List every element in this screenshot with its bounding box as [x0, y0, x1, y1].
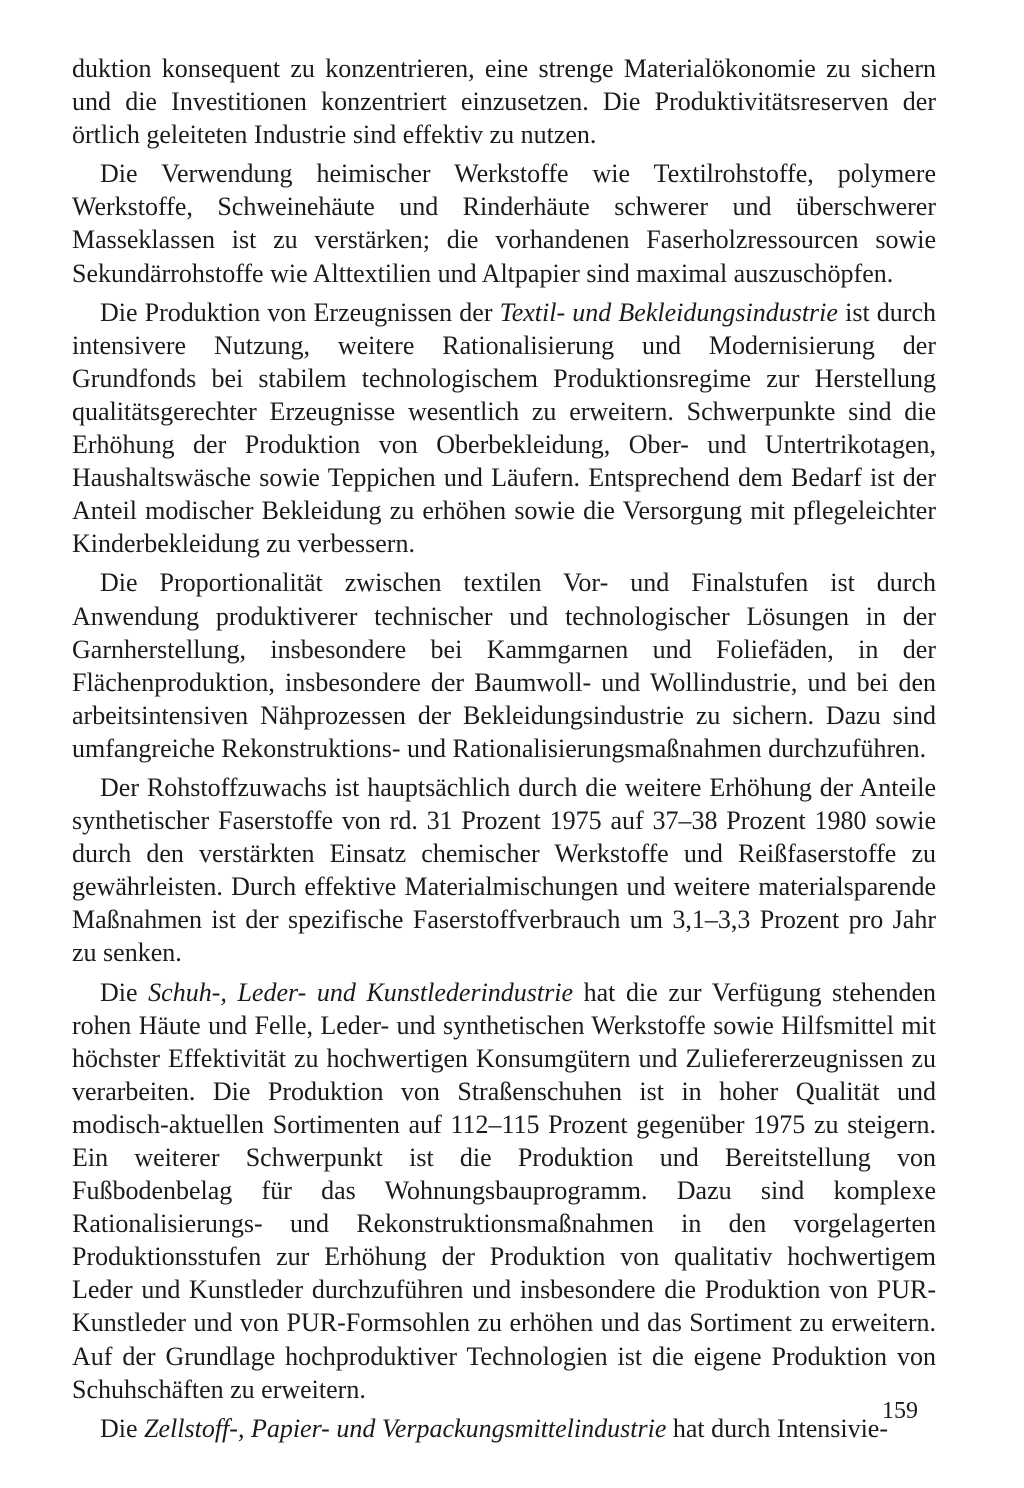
paragraph-6-text-rest: hat die zur Verfügung stehenden rohen Häute und Felle, Leder- und synthetischen Werkstoffe sowie Hilfsmittel mit höchster Effektivität zu hochwertigen Konsumgütern und Zuliefererzeugnissen zu verarbeiten. Die Produktion von Straßenschuhen ist in hoher Qualität und modisch-aktuellen Sortimenten auf 112–115 Prozent gegenüber 1975 zu steigern. Ein weiterer Schwerpunkt ist die Produktion und Bereitstellung von Fußbodenbelag für das Wohnungsbauprogramm. Dazu sind komplexe Rationalisierungs- und Rekonstruktionsmaßnahmen in den vorgelagerten Produktionsstufen zur Erhöhung der Produktion von qualitativ hochwertigem Leder und Kunstleder durchzuführen und insbesondere die Produktion von PUR-Kunstleder und von PUR-Formsohlen zu erhöhen und das Sortiment zu erweitern. Auf der Grundlage hochproduktiver Technologien ist die eigene Produktion von Schuhschäften zu erweitern.	[72, 977, 937, 1404]
paragraph-1-text: duktion konsequent zu konzentrieren, eine strenge Materialökonomie zu sichern und die Investitionen konzentriert einzusetzen. Die Produktivitätsreserven der örtlich geleiteten Industrie sind effektiv zu nutzen.	[72, 54, 936, 150]
page-number: 159	[882, 1398, 918, 1424]
document-body	[72, 52, 936, 1451]
industry-heading-leather: Schuh-, Leder- und Kunstlederindustrie	[148, 977, 574, 1007]
paragraph-6-text-start: Die	[100, 977, 149, 1007]
paragraph-3-text-rest: ist durch intensivere Nutzung, weitere Rationalisierung und Modernisierung der Grundfonds bei stabilem technologischem Produktionsregime zur Herstellung qualitätsgerechter Erzeugnisse wesentlich zu erweitern. Schwerpunkte sind die Erhöhung der Produktion von Oberbekleidung, Ober- und Untertrikotagen, Haushaltswäsche sowie Teppichen und Läufern. Entsprechend dem Bedarf ist der Anteil modischer Bekleidung zu erhöhen sowie die Versorgung mit pflegeleichter Kinderbekleidung zu verbessern.	[72, 297, 937, 559]
paragraph-7	[72, 1412, 936, 1445]
industry-heading-textile: Textil- und Bekleidungsindustrie	[499, 297, 838, 327]
paragraph-3	[72, 296, 936, 561]
paragraph-4-text: Die Proportionalität zwischen textilen Vor- und Finalstufen ist durch Anwendung produktiverer technischer und technologischer Lösungen in der Garnherstellung, insbesondere bei Kammgarnen und Foliefäden, in der Flächenproduktion, insbesondere der Baumwoll- und Wollindustrie, und bei den arbeitsintensiven Nähprozessen der Bekleidungsindustrie zu sichern. Dazu sind umfangreiche Rekonstruktions- und Rationalisierungsmaßnahmen durchzuführen.	[72, 568, 936, 763]
paragraph-2	[72, 157, 936, 289]
paragraph-6	[72, 976, 936, 1406]
paragraph-3-text-start: Die Produktion von Erzeugnissen der	[100, 297, 500, 327]
paragraph-2-text: Die Verwendung heimischer Werkstoffe wie Textilrohstoffe, polymere Werkstoffe, Schweinehäute und Rinderhäute schwerer und überschwerer Masseklassen ist zu verstärken; die vorhandenen Faserholzressourcen sowie Sekundärrohstoffe wie Alttextilien und Altpapier sind maximal auszuschöpfen.	[72, 159, 936, 288]
paragraph-1	[72, 52, 936, 151]
paragraph-5-text: Der Rohstoffzuwachs ist hauptsächlich durch die weitere Erhöhung der Anteile synthetischer Faserstoffe von rd. 31 Prozent 1975 auf 37–38 Prozent 1980 sowie durch den verstärkten Einsatz chemischer Werkstoffe und Reißfaserstoffe zu gewährleisten. Durch effektive Materialmischungen und weitere materialsparende Maßnahmen ist der spezifische Faserstoffverbrauch um 3,1–3,3 Prozent pro Jahr zu senken.	[72, 772, 936, 968]
industry-heading-paper: Zellstoff-, Papier- und Verpackungsmittelindustrie	[144, 1413, 667, 1443]
paragraph-4	[72, 566, 936, 765]
paragraph-7-text-rest: hat durch Intensivie-	[666, 1413, 889, 1443]
paragraph-5	[72, 771, 936, 970]
paragraph-7-text-start: Die	[100, 1413, 145, 1443]
